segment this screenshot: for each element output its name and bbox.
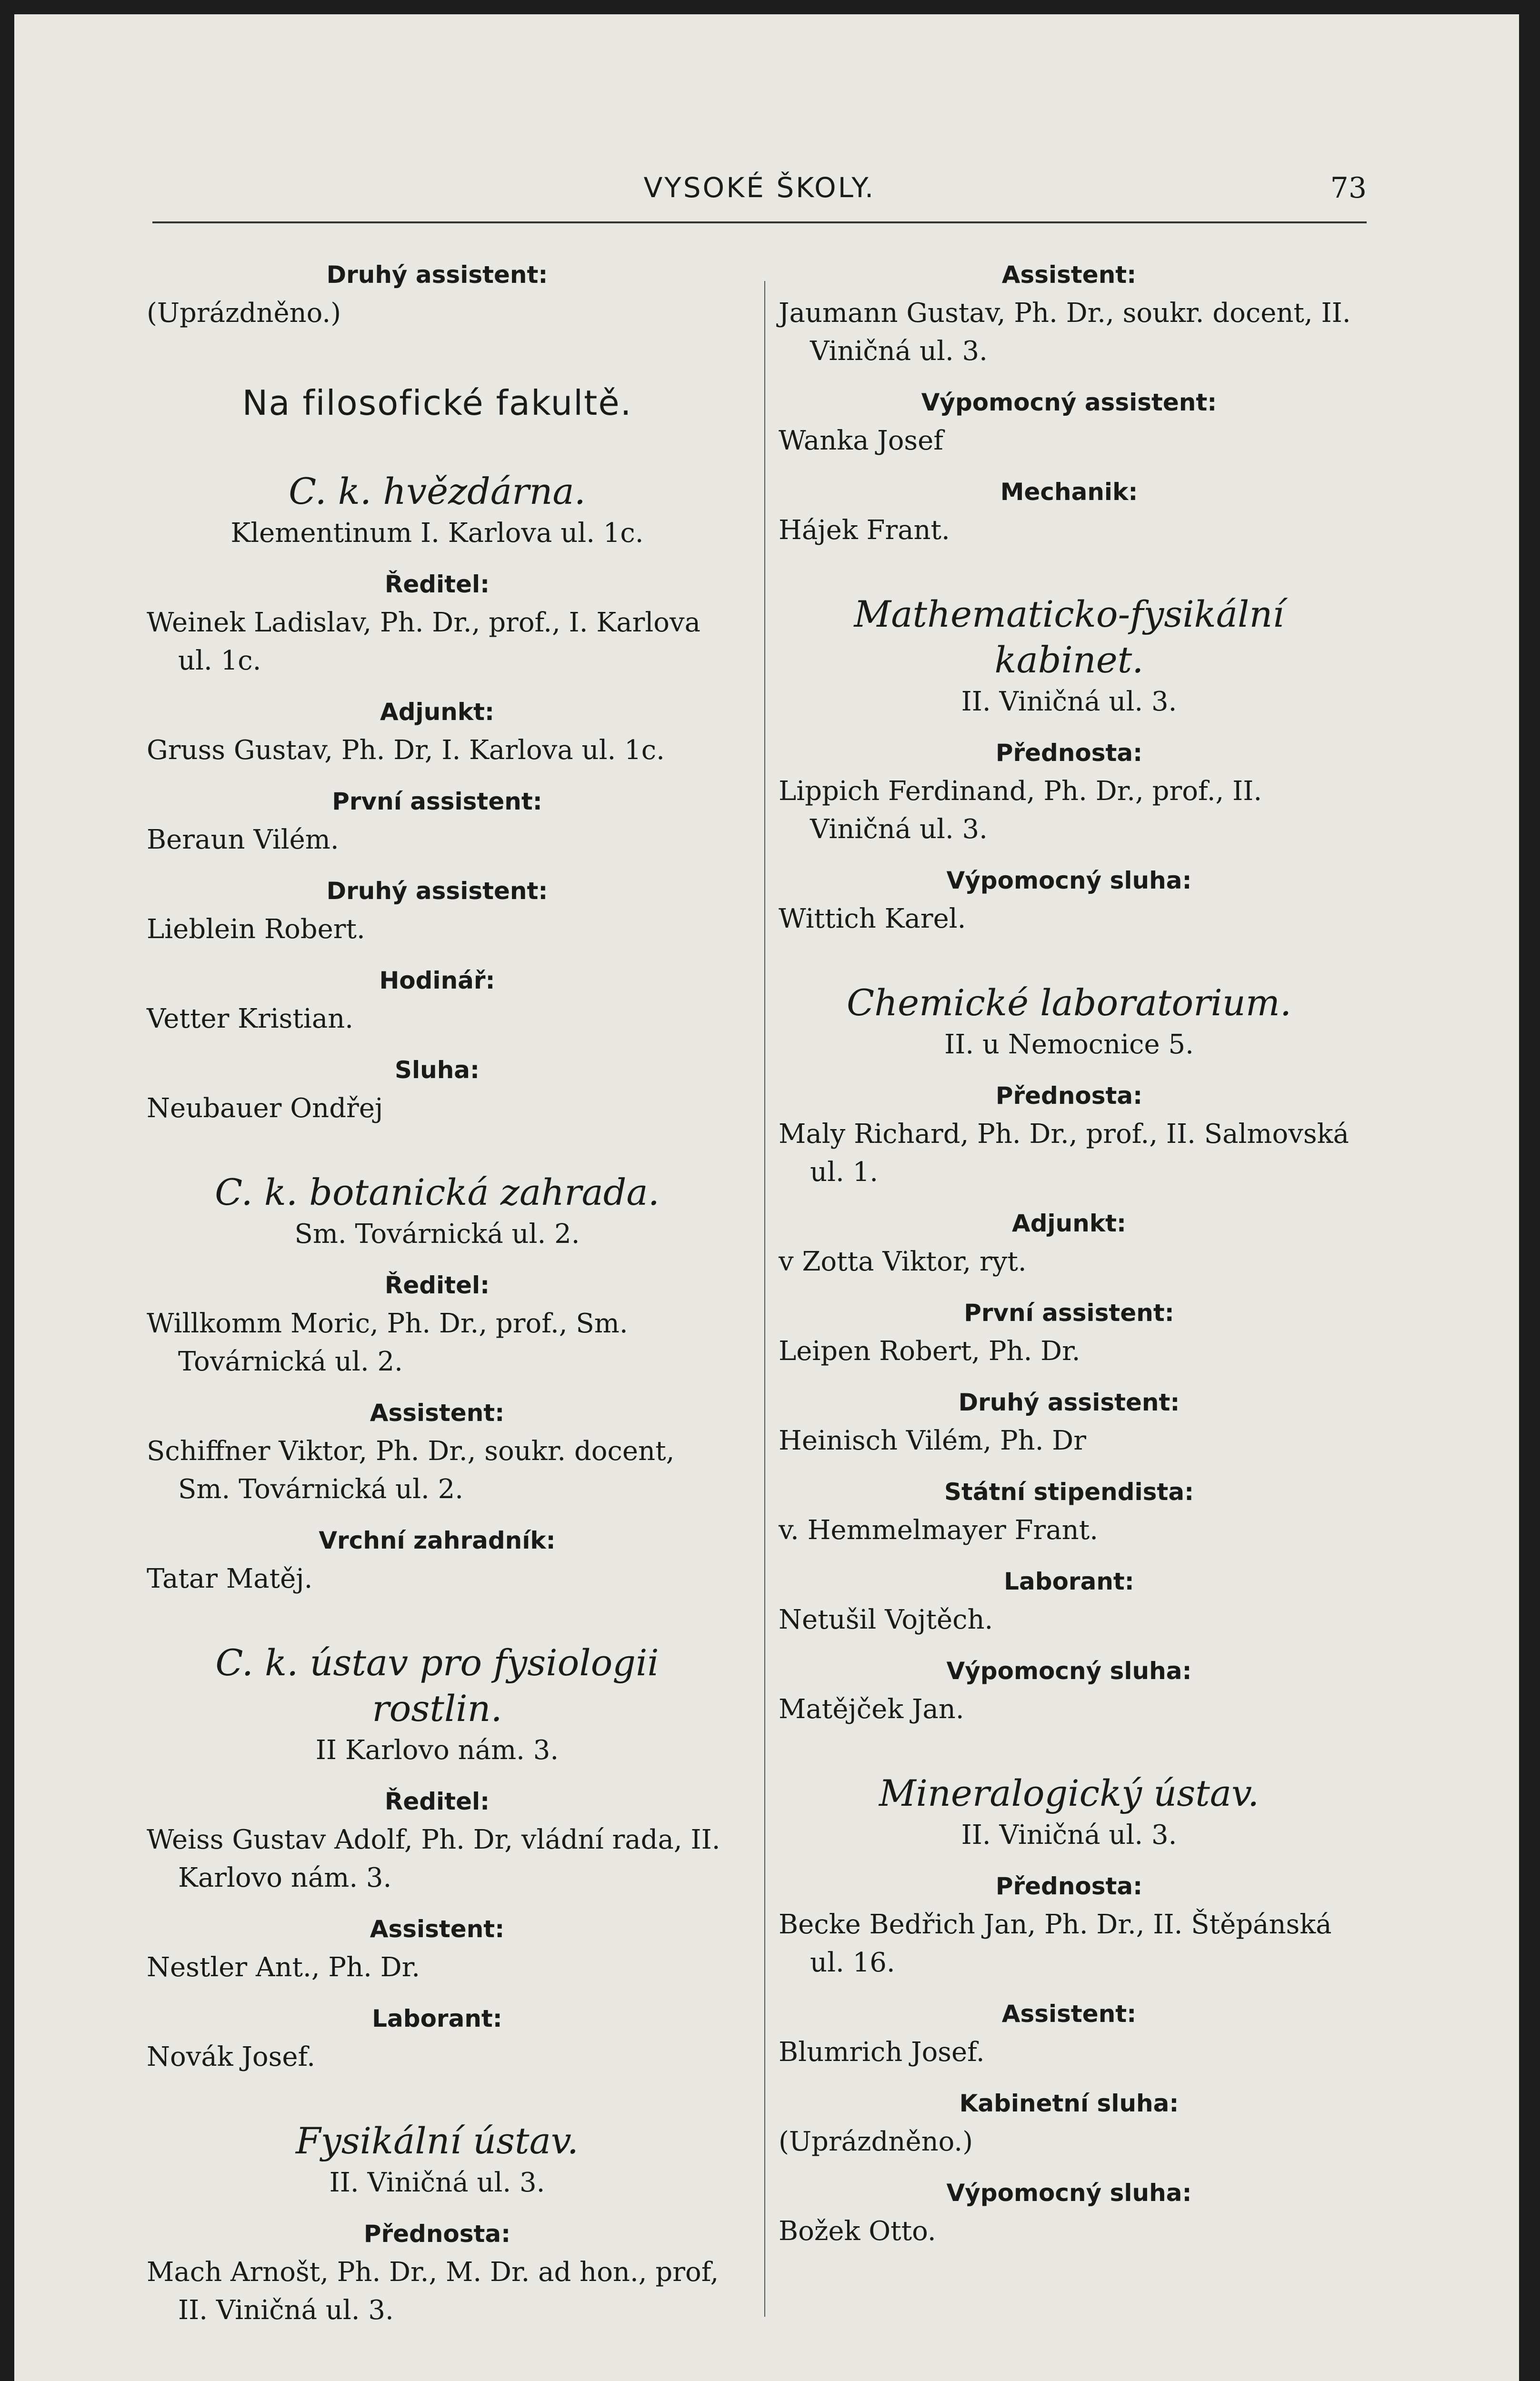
page-number: 73 bbox=[1330, 171, 1367, 205]
page-header bbox=[152, 171, 1367, 219]
role-label: Ředitel: bbox=[384, 1271, 490, 1299]
role-label: Adjunkt: bbox=[380, 698, 494, 726]
role-label: Druhý assistent: bbox=[326, 877, 548, 905]
role-label: Výpomocný sluha: bbox=[946, 1657, 1192, 1685]
column-divider bbox=[764, 281, 765, 2317]
person-entry: (Uprázdněno.) bbox=[147, 298, 341, 329]
section-title: Fysikální ústav. bbox=[296, 2120, 579, 2162]
role-label: Vrchní zahradník: bbox=[319, 1527, 556, 1554]
role-label: Assistent: bbox=[1001, 261, 1137, 289]
role-label: Kabinetní sluha: bbox=[959, 2090, 1179, 2117]
section-address: Klementinum I. Karlova ul. 1c. bbox=[230, 518, 644, 549]
role-label: Druhý assistent: bbox=[958, 1389, 1180, 1416]
section-title: C. k. hvězdárna. bbox=[289, 470, 586, 512]
section-title: Mineralogický ústav. bbox=[879, 1772, 1260, 1814]
role-label: Ředitel: bbox=[384, 1788, 490, 1815]
person-entry: Netušil Vojtěch. bbox=[779, 1604, 993, 1635]
role-label: Přednosta: bbox=[995, 739, 1143, 767]
role-label: Hodinář: bbox=[379, 967, 495, 994]
person-entry: Heinisch Vilém, Ph. Dr bbox=[779, 1425, 1086, 1456]
section-address: II Karlovo nám. 3. bbox=[315, 1735, 559, 1766]
person-entry: Božek Otto. bbox=[779, 2216, 936, 2247]
running-head: VYSOKÉ ŠKOLY. bbox=[643, 171, 876, 204]
role-label: Laborant: bbox=[1004, 1568, 1134, 1595]
person-entry: Becke Bedřich Jan, Ph. Dr., II. Štěpánská ul. 16. bbox=[779, 1909, 1332, 1978]
role-label: Laborant: bbox=[372, 2005, 502, 2032]
person-entry: Willkomm Moric, Ph. Dr., prof., Sm. Továrnická ul. 2. bbox=[147, 1308, 628, 1377]
role-label: První assistent: bbox=[964, 1299, 1174, 1327]
person-entry: Weinek Ladislav, Ph. Dr., prof., I. Karlova ul. 1c. bbox=[147, 607, 701, 676]
role-label: První assistent: bbox=[332, 788, 542, 815]
header-rule bbox=[152, 221, 1367, 223]
person-entry: Novák Josef. bbox=[147, 2041, 316, 2072]
person-entry: Matějček Jan. bbox=[779, 1694, 964, 1725]
person-entry: Lippich Ferdinand, Ph. Dr., prof., II. Viničná ul. 3. bbox=[779, 776, 1262, 845]
person-entry: (Uprázdněno.) bbox=[779, 2126, 973, 2157]
person-entry: Leipen Robert, Ph. Dr. bbox=[779, 1336, 1080, 1367]
faculty-title: Na filosofické fakultě. bbox=[242, 383, 632, 423]
section-title: Chemické laboratorium. bbox=[847, 981, 1291, 1024]
person-entry: Nestler Ant., Ph. Dr. bbox=[147, 1952, 420, 1983]
person-entry: Wittich Karel. bbox=[779, 903, 966, 934]
role-label: Státní stipendista: bbox=[944, 1478, 1194, 1506]
role-label: Adjunkt: bbox=[1012, 1210, 1126, 1237]
person-entry: Weiss Gustav Adolf, Ph. Dr, vládní rada, II. Karlovo nám. 3. bbox=[147, 1824, 720, 1893]
right-column bbox=[779, 257, 1360, 2251]
section-title: Mathematicko-fysikální kabinet. bbox=[854, 593, 1284, 681]
section-title: C. k. botanická zahrada. bbox=[215, 1171, 660, 1213]
role-label: Přednosta: bbox=[995, 1082, 1143, 1110]
person-entry: Maly Richard, Ph. Dr., prof., II. Salmovská ul. 1. bbox=[779, 1119, 1349, 1188]
section-address: II. Viničná ul. 3. bbox=[961, 1820, 1177, 1851]
person-entry: v Zotta Viktor, ryt. bbox=[779, 1246, 1027, 1277]
person-entry: Hájek Frant. bbox=[779, 515, 950, 546]
left-column bbox=[147, 257, 728, 2330]
role-label: Sluha: bbox=[394, 1056, 480, 1084]
role-label: Mechanik: bbox=[1000, 478, 1138, 506]
person-entry: Lieblein Robert. bbox=[147, 914, 365, 945]
role-label: Assistent: bbox=[1001, 2000, 1137, 2028]
role-label: Výpomocný sluha: bbox=[946, 2179, 1192, 2207]
section-address: II. Viničná ul. 3. bbox=[329, 2167, 545, 2198]
role-label: Assistent: bbox=[370, 1915, 505, 1943]
person-entry: Mach Arnošt, Ph. Dr., M. Dr. ad hon., prof, II. Viničná ul. 3. bbox=[147, 2257, 719, 2326]
section-address: II. Viničná ul. 3. bbox=[961, 686, 1177, 717]
section-address: Sm. Továrnická ul. 2. bbox=[294, 1219, 580, 1250]
person-entry: Neubauer Ondřej bbox=[147, 1093, 383, 1124]
person-entry: Vetter Kristian. bbox=[147, 1003, 354, 1034]
person-entry: Schiffner Viktor, Ph. Dr., soukr. docent, Sm. Továrnická ul. 2. bbox=[147, 1436, 675, 1505]
section-address: II. u Nemocnice 5. bbox=[944, 1029, 1194, 1060]
person-entry: Beraun Vilém. bbox=[147, 824, 339, 855]
person-entry: Jaumann Gustav, Ph. Dr., soukr. docent, II. Viničná ul. 3. bbox=[779, 298, 1351, 367]
section-title: C. k. ústav pro fysiologii rostlin. bbox=[215, 1641, 659, 1730]
person-entry: Wanka Josef bbox=[779, 425, 944, 456]
person-entry: Gruss Gustav, Ph. Dr, I. Karlova ul. 1c. bbox=[147, 735, 665, 766]
role-label: Výpomocný assistent: bbox=[921, 389, 1217, 416]
person-entry: v. Hemmelmayer Frant. bbox=[779, 1515, 1099, 1546]
person-entry: Blumrich Josef. bbox=[779, 2037, 985, 2068]
role-label: Výpomocný sluha: bbox=[946, 867, 1192, 894]
role-label: Přednosta: bbox=[363, 2220, 511, 2248]
book-page bbox=[14, 14, 1519, 2381]
role-label: Assistent: bbox=[370, 1399, 505, 1427]
role-label: Ředitel: bbox=[384, 570, 490, 598]
person-entry: Tatar Matěj. bbox=[147, 1563, 313, 1594]
role-label: Druhý assistent: bbox=[326, 261, 548, 289]
role-label: Přednosta: bbox=[995, 1872, 1143, 1900]
